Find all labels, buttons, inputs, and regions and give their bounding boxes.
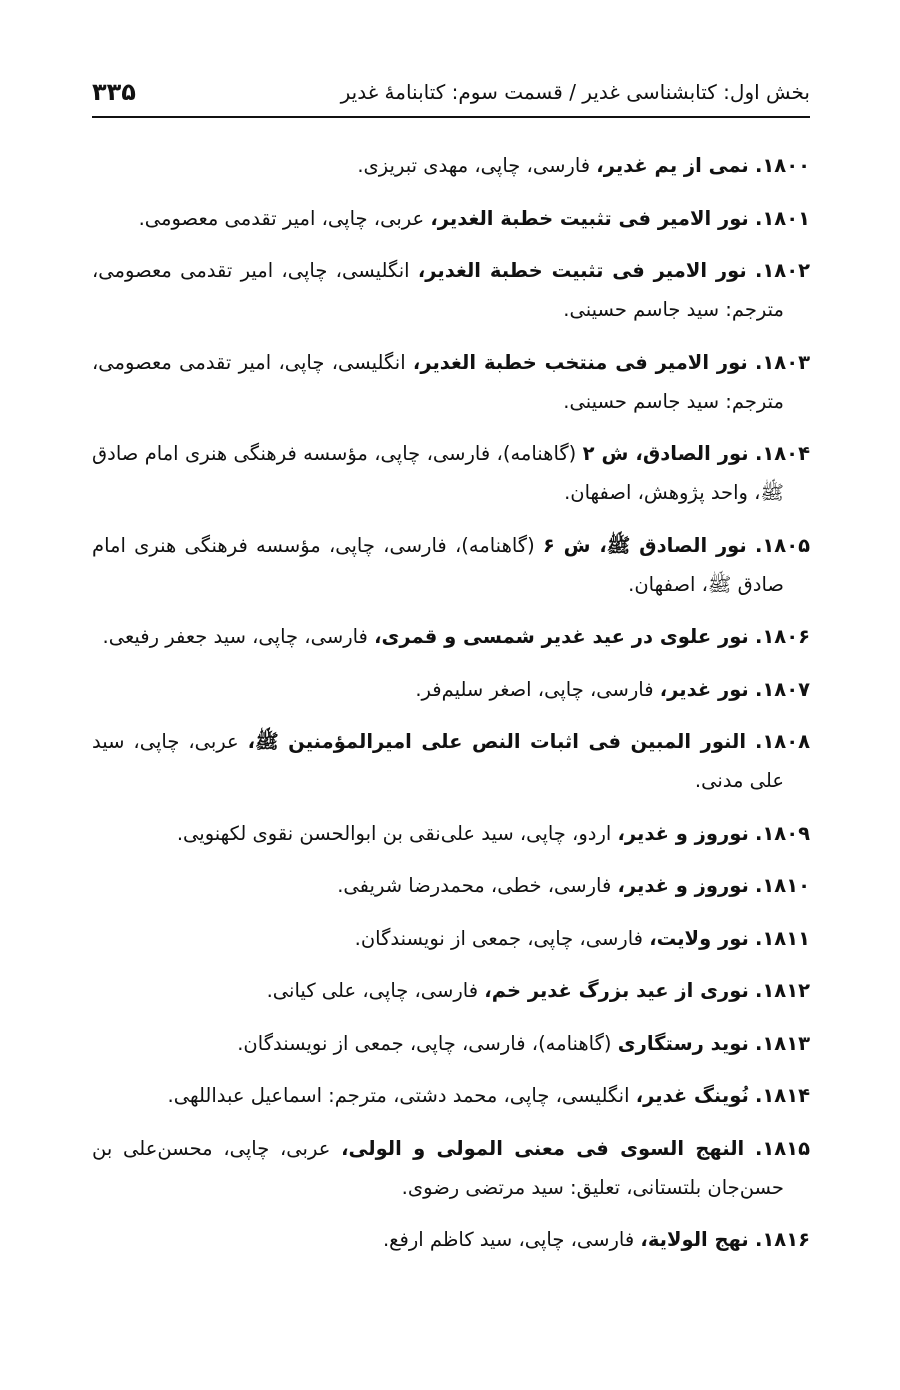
entry-details: انگلیسی، چاپی، محمد دشتی، مترجم: اسماعیل عبداللهی.: [167, 1084, 636, 1107]
entry-title: نور علوی در عید غدیر شمسی و قمری،: [374, 625, 749, 648]
list-item: [92, 1129, 810, 1207]
entry-details: اردو، چاپی، سید علی‌نقی بن ابوالحسن نقوی لکهنویی.: [176, 821, 618, 845]
entry-number: ۱۸۱۱.: [754, 926, 810, 950]
entry-number: ۱۸۱۶.: [754, 1228, 810, 1251]
entry-title: نور الامیر فی منتخب خطبة الغدیر،: [412, 350, 748, 374]
entry-details: فارسی، چاپی، علی کیانی.: [266, 979, 485, 1002]
list-item: [92, 866, 810, 905]
list-item: [92, 670, 810, 709]
entry-number: ۱۸۱۴.: [754, 1084, 810, 1107]
entry-number: ۱۸۰۵.: [754, 533, 810, 557]
entry-number: ۱۸۰۱.: [754, 206, 810, 230]
list-item: [92, 1024, 810, 1063]
entry-details: فارسی، چاپی، جمعی از نویسندگان.: [354, 926, 650, 950]
entry-number: ۱۸۱۲.: [754, 979, 810, 1002]
entry-title: نور ولایت،: [649, 926, 749, 950]
entry-details: انگلیسی، چاپی، امیر تقدمی معصومی، مترجم: سید جاسم حسینی.: [92, 259, 784, 321]
entry-details: عربی، چاپی، محسن‌علی بن حسن‌جان بلتستانی، تعلیق: سید مرتضی رضوی.: [92, 1136, 784, 1199]
entry-title: نمی از یم غدیر،: [596, 154, 749, 177]
entry-details: انگلیسی، چاپی، امیر تقدمی معصومی، مترجم: سید جاسم حسینی.: [92, 350, 784, 413]
entry-title: النور المبین فی اثبات النص علی امیرالمؤمنین ﷺ،: [247, 730, 747, 753]
entry-details: فارسی، چاپی، سید کاظم ارفع.: [382, 1228, 641, 1251]
list-item: [92, 1076, 810, 1115]
entry-number: ۱۸۱۵.: [754, 1136, 810, 1160]
list-item: [92, 146, 810, 185]
list-item: [92, 617, 810, 656]
bibliography-list: [92, 146, 810, 1273]
entry-title: نور الامیر فی تثبیت خطبة الغدیر،: [430, 206, 749, 230]
entry-number: ۱۸۱۰.: [754, 874, 810, 897]
entry-details: فارسی، چاپی، مهدی تبریزی.: [357, 154, 597, 177]
entry-details: فارسی، چاپی، سید جعفر رفیعی.: [102, 625, 375, 648]
list-item: [92, 814, 810, 853]
list-item: [92, 343, 810, 421]
entry-title: نوید رستگاری: [617, 1031, 749, 1055]
list-item: [92, 722, 810, 800]
entry-title: النهج السوی فی معنی المولی و الولی،: [341, 1136, 745, 1160]
entry-details: (گاهنامه)، فارسی، چاپی، مؤسسه فرهنگی هنری امام صادق ﷺ، اصفهان.: [92, 533, 784, 596]
entry-number: ۱۸۰۹.: [754, 821, 810, 845]
entry-details: (گاهنامه)، فارسی، چاپی، جمعی از نویسندگان.: [237, 1031, 618, 1055]
entry-details: فارسی، خطی، محمدرضا شریفی.: [337, 874, 618, 897]
entry-title: نوروز و غدیر،: [617, 874, 749, 897]
list-item: [92, 526, 810, 604]
entry-number: ۱۸۰۸.: [754, 730, 810, 753]
entry-title: نور الصادق، ش ۲: [582, 442, 749, 465]
entry-number: ۱۸۰۲.: [754, 259, 811, 282]
list-item: [92, 1220, 810, 1259]
entry-title: نوروز و غدیر،: [617, 821, 749, 845]
entry-title: نور الامیر فی تثبیت خطبة الغدیر،: [417, 259, 747, 282]
list-item: [92, 199, 810, 238]
entry-details: فارسی، چاپی، اصغر سلیم‌فر.: [415, 677, 660, 701]
entry-title: نور الصادق ﷺ، ش ۶: [542, 533, 747, 557]
entry-title: نهج الولایة،: [640, 1228, 749, 1251]
entry-title: نُوینگ غدیر،: [635, 1084, 749, 1107]
page-header: [92, 68, 810, 118]
entry-number: ۱۸۰۴.: [754, 442, 810, 465]
list-item: [92, 251, 810, 329]
entry-title: نوری از عید بزرگ غدیر خم،: [484, 979, 749, 1002]
entry-details: عربی، چاپی، سید علی مدنی.: [92, 730, 784, 792]
entry-number: ۱۸۰۰.: [754, 154, 810, 177]
running-title: بخش اول: کتابشناسی غدیر / قسمت سوم: کتابنامۀ غدیر: [340, 80, 810, 104]
entry-details: عربی، چاپی، امیر تقدمی معصومی.: [138, 206, 431, 230]
entry-title: نور غدیر،: [659, 677, 749, 701]
entry-number: ۱۸۰۶.: [754, 625, 810, 648]
list-item: [92, 971, 810, 1010]
entry-number: ۱۸۰۷.: [754, 677, 810, 701]
entry-number: ۱۸۰۳.: [754, 350, 811, 374]
list-item: [92, 919, 810, 958]
entry-details: (گاهنامه)، فارسی، چاپی، مؤسسه فرهنگی هنری امام صادق ﷺ، واحد پژوهش، اصفهان.: [92, 442, 784, 504]
page-number: ۳۳۵: [92, 78, 136, 106]
entry-number: ۱۸۱۳.: [754, 1031, 810, 1055]
list-item: [92, 434, 810, 512]
